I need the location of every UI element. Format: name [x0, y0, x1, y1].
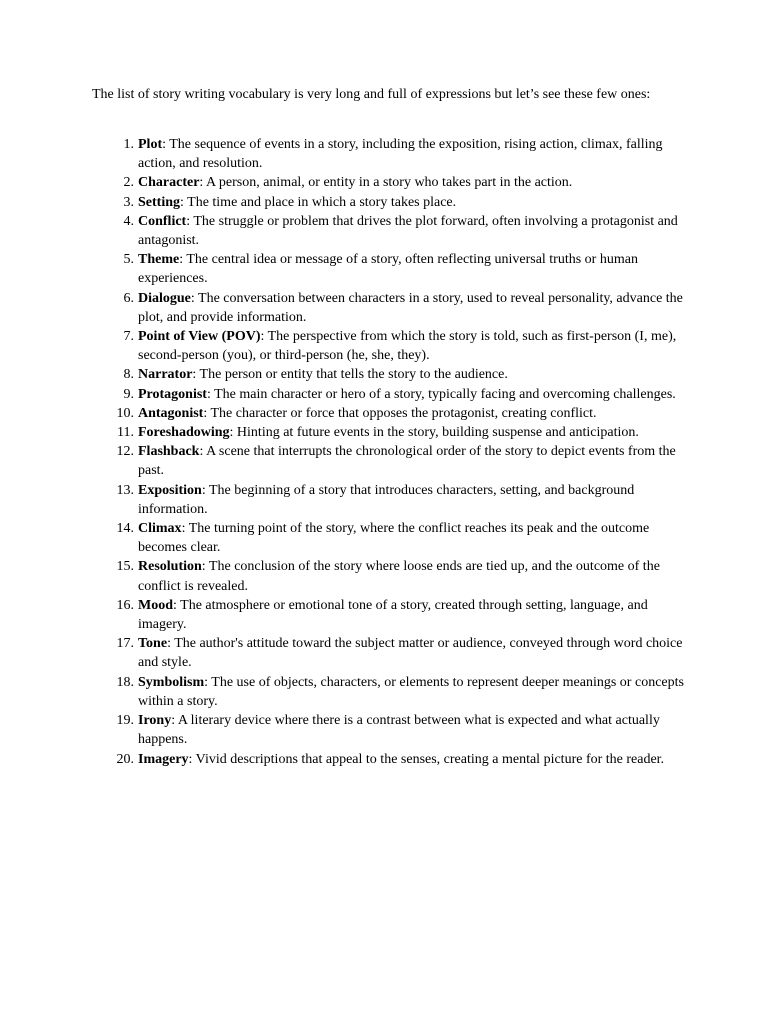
list-item-definition: : The conclusion of the story where loose ends are tied up, and the outcome of the conflict is revealed.: [138, 559, 660, 594]
list-item: [92, 711, 692, 749]
list-item: [92, 289, 692, 327]
list-item: [92, 557, 692, 595]
list-item-term: Narrator: [138, 367, 193, 383]
list-item: [92, 442, 692, 480]
intro-paragraph: The list of story writing vocabulary is very long and full of expressions but let’s see these few ones:: [92, 87, 651, 102]
list-item-term: Foreshadowing: [138, 425, 230, 441]
list-item-definition: : The person or entity that tells the story to the audience.: [192, 367, 508, 383]
list-item-number: 5.: [123, 252, 134, 268]
list-item-term: Climax: [138, 521, 182, 537]
list-item-number: 10.: [116, 405, 134, 421]
list-item-term: Mood: [138, 597, 173, 613]
list-item-number: 2.: [123, 175, 134, 191]
list-item-definition: : The sequence of events in a story, including the exposition, rising action, climax, falling action, and resolution.: [138, 137, 663, 172]
list-item-number: 14.: [116, 521, 134, 537]
list-item-definition: : The conversation between characters in a story, used to reveal personality, advance the plot, and provide information.: [138, 290, 683, 325]
list-item-number: 1.: [123, 137, 134, 152]
list-item-term: Setting: [138, 194, 180, 210]
list-item-number: 11.: [117, 425, 134, 441]
list-item-definition: : A person, animal, or entity in a story who takes part in the action.: [199, 175, 573, 191]
list-item-definition: : The central idea or message of a story, often reflecting universal truths or human experiences.: [138, 252, 638, 287]
list-item-definition: : The atmosphere or emotional tone of a story, created through setting, language, and imagery.: [138, 597, 648, 633]
list-item-definition: : The perspective from which the story is told, such as first-person (I, me), second-person (you), or third-person (he, she, they).: [138, 329, 677, 364]
list-item-term: Dialogue: [138, 290, 191, 306]
list-item-term: Antagonist: [138, 405, 204, 421]
list-item-definition: : A literary device where there is a contrast between what is expected and what actually happens.: [138, 713, 660, 748]
list-item: [92, 423, 692, 442]
list-item-term: Point of View (POV): [138, 329, 261, 345]
list-item-number: 15.: [116, 559, 134, 575]
list-item: [92, 596, 692, 634]
list-item-definition: : The turning point of the story, where the conflict reaches its peak and the outcome becomes clear.: [138, 521, 650, 556]
list-item-term: Plot: [138, 137, 163, 152]
list-item: [92, 519, 692, 557]
list-item: [92, 673, 692, 711]
list-item-definition: : The author's attitude toward the subject matter or audience, conveyed through word choice and style.: [138, 636, 683, 671]
list-item-term: Conflict: [138, 213, 187, 229]
list-item-number: 20.: [116, 751, 134, 767]
list-item: [92, 385, 692, 404]
list-item-number: 16.: [116, 597, 134, 613]
list-item-number: 4.: [123, 213, 134, 229]
list-item-term: Resolution: [138, 559, 202, 575]
list-item-term: Exposition: [138, 482, 202, 498]
list-item-number: 19.: [116, 713, 134, 729]
list-item-number: 9.: [123, 386, 134, 402]
list-item-definition: : The beginning of a story that introduces characters, setting, and background information.: [138, 482, 635, 517]
list-item: [92, 135, 692, 173]
list-item-term: Protagonist: [138, 386, 207, 402]
list-item-definition: : A scene that interrupts the chronological order of the story to depict events from the past.: [138, 444, 676, 479]
list-item: [92, 634, 692, 672]
list-item-term: Flashback: [138, 444, 200, 460]
list-item: [92, 327, 692, 365]
list-item: [92, 481, 692, 519]
list-item-number: 7.: [123, 329, 134, 345]
list-item-definition: : The struggle or problem that drives the plot forward, often involving a protagonist and antagonist.: [138, 213, 678, 249]
list-item-number: 6.: [123, 290, 134, 306]
list-item-number: 8.: [123, 367, 134, 383]
list-item: [92, 193, 692, 212]
list-item-definition: : Hinting at future events in the story, building suspense and anticipation.: [229, 425, 639, 441]
list-item: [92, 404, 692, 423]
list-item-number: 13.: [116, 482, 134, 498]
list-item-term: Theme: [138, 252, 180, 268]
vocabulary-list: [92, 135, 692, 769]
list-item-term: Tone: [138, 636, 168, 652]
list-item-number: 12.: [116, 444, 134, 460]
list-item: [92, 212, 692, 250]
list-item-number: 17.: [116, 636, 134, 652]
list-item-term: Irony: [138, 713, 172, 729]
list-item-term: Symbolism: [138, 674, 205, 690]
list-item: [92, 365, 692, 384]
list-item-term: Imagery: [138, 751, 189, 767]
list-item-definition: : The character or force that opposes the protagonist, creating conflict.: [203, 405, 597, 421]
list-item-term: Character: [138, 175, 200, 191]
list-item: [92, 750, 692, 769]
list-item-number: 3.: [123, 194, 134, 210]
list-item: [92, 250, 692, 288]
list-item-definition: : The main character or hero of a story, typically facing and overcoming challenges.: [206, 386, 676, 402]
list-item: [92, 173, 692, 192]
list-item-definition: : Vivid descriptions that appeal to the senses, creating a mental picture for the reader.: [188, 751, 665, 767]
list-item-definition: : The use of objects, characters, or elements to represent deeper meanings or concepts within a story.: [138, 674, 684, 709]
list-item-number: 18.: [116, 674, 134, 690]
list-item-definition: : The time and place in which a story takes place.: [180, 194, 457, 210]
